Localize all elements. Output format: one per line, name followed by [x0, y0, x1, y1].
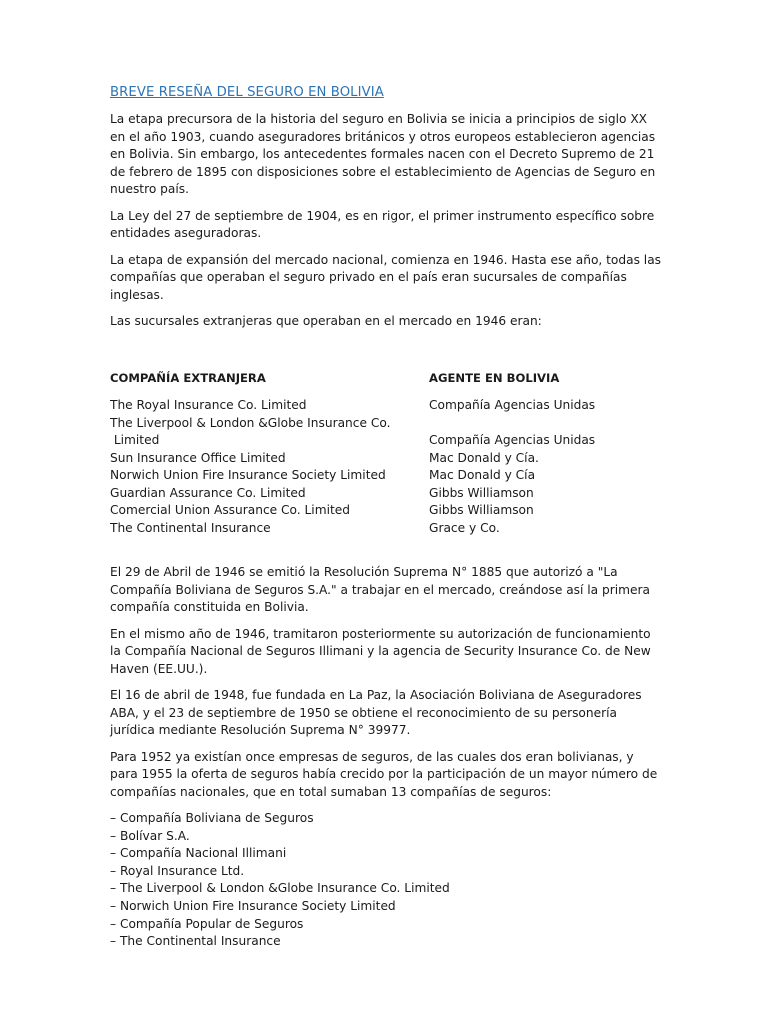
insurance-companies-list — [110, 810, 662, 951]
header-agent-bolivia: AGENTE EN BOLIVIA — [429, 370, 560, 385]
table-row — [110, 432, 662, 450]
list-item: – The Continental Insurance — [110, 934, 281, 949]
list-item: – Compañía Nacional Illimani — [110, 846, 287, 861]
list-item: – Compañía Boliviana de Seguros — [110, 811, 314, 825]
table-row — [110, 415, 662, 433]
table-cell-company: Limited — [110, 433, 160, 447]
table-cell-agent: Compañía Agencias Unidas — [429, 433, 596, 447]
table-cell-company: The Royal Insurance Co. Limited — [110, 398, 307, 412]
table-row — [110, 520, 662, 538]
table-cell-company: The Liverpool & London &Globe Insurance Co. — [110, 415, 391, 430]
document-page — [110, 84, 662, 951]
table-cell-company: Comercial Union Assurance Co. Limited — [110, 503, 350, 517]
list-item: – Norwich Union Fire Insurance Society Limited — [110, 898, 396, 913]
intro-paragraph-4: Las sucursales extranjeras que operaban en el mercado en 1946 eran: — [110, 314, 542, 328]
body-paragraph-1: El 29 de Abril de 1946 se emitió la Resolución Suprema N° 1885 que autorizó a "La Compañía Boliviana de Seguros S.A." a trabajar en el mercado, creándose así la primera compañía constituida en Bolivia. — [110, 565, 650, 614]
table-row — [110, 467, 662, 485]
table-row — [110, 502, 662, 520]
intro-paragraph-2: La Ley del 27 de septiembre de 1904, es en rigor, el primer instrumento específico sobre entidades aseguradoras. — [110, 208, 655, 240]
body-paragraph-2: En el mismo año de 1946, tramitaron posteriormente su autorización de funcionamiento la Compañía Nacional de Seguros Illimani y la agencia de Security Insurance Co. de New Haven (EE.UU.). — [110, 626, 651, 676]
intro-paragraph-3: La etapa de expansión del mercado nacional, comienza en 1946. Hasta ese año, todas las compañías que operaban el seguro privado en el país eran sucursales de compañías inglesas. — [110, 252, 662, 302]
table-row — [110, 450, 662, 468]
table-cell-agent: Mac Donald y Cía — [429, 468, 536, 482]
table-cell-company: Norwich Union Fire Insurance Society Limited — [110, 468, 386, 482]
document-title: BREVE RESEÑA DEL SEGURO EN BOLIVIA — [110, 85, 384, 100]
table-cell-agent: Gibbs Williamson — [429, 503, 534, 517]
list-item: – Royal Insurance Ltd. — [110, 863, 245, 878]
table-cell-agent: Grace y Co. — [429, 520, 500, 535]
table-row — [110, 485, 662, 503]
table-cell-company: Sun Insurance Office Limited — [110, 450, 286, 465]
body-paragraph-4: Para 1952 ya existían once empresas de seguros, de las cuales dos eran bolivianas, y para 1955 la oferta de seguros había crecido por la participación de un mayor número de compañías nacionales, que en total sumaban 13 compañías de seguros: — [110, 749, 658, 799]
table-header-row — [110, 370, 662, 388]
companies-table — [110, 370, 662, 538]
table-row — [110, 397, 662, 415]
header-foreign-company: COMPAÑÍA EXTRANJERA — [110, 370, 266, 385]
list-item: – The Liverpool & London &Globe Insurance Co. Limited — [110, 881, 450, 896]
table-cell-agent: Gibbs Williamson — [429, 485, 534, 500]
body-paragraph-3: El 16 de abril de 1948, fue fundada en La Paz, la Asociación Boliviana de Aseguradores ABA, y el 23 de septiembre de 1950 se obtiene el reconocimiento de su personería jurídica mediante Resolución Suprema N° 39977. — [110, 688, 642, 737]
table-cell-agent: Mac Donald y Cía. — [429, 450, 539, 465]
list-item: – Compañía Popular de Seguros — [110, 916, 304, 931]
table-cell-agent: Compañía Agencias Unidas — [429, 398, 596, 412]
intro-paragraph-1: La etapa precursora de la historia del seguro en Bolivia se inicia a principios de siglo XX en el año 1903, cuando aseguradores británicos y otros europeos establecieron agencias en Bolivia. Sin embargo, los antecedentes formales nacen con el Decreto Supremo de 21 de febrero de 1895 con disposiciones sobre el establecimiento de Agencias de Seguro en nuestro país. — [110, 112, 656, 196]
list-item: – Bolívar S.A. — [110, 828, 190, 843]
table-cell-company: The Continental Insurance — [110, 520, 271, 535]
table-cell-company: Guardian Assurance Co. Limited — [110, 485, 306, 500]
